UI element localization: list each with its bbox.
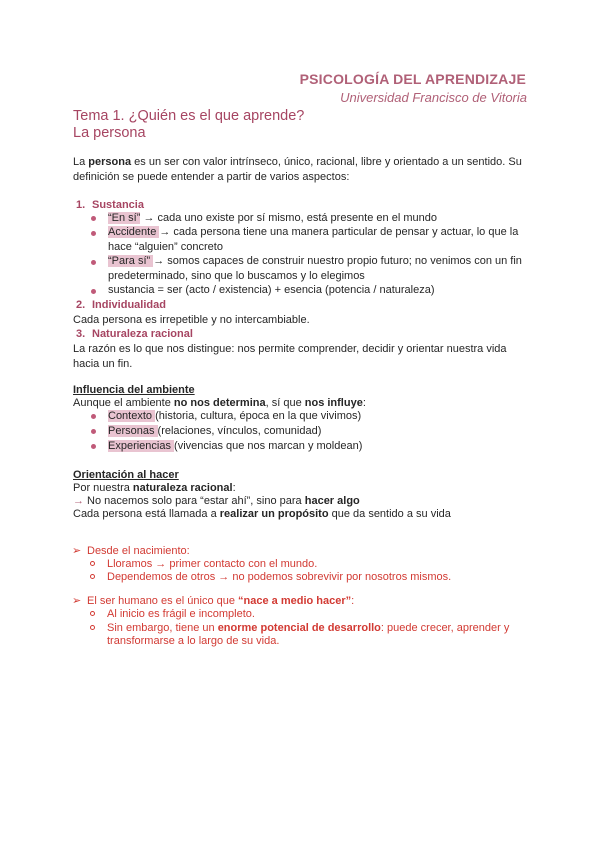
circle-bullet-icon bbox=[90, 611, 95, 616]
orientacion-line-1: Por nuestra naturaleza racional: bbox=[73, 482, 236, 494]
bullet-icon bbox=[91, 429, 96, 434]
list-item: Accidente → cada persona tiene una manera particular de pensar y actuar, lo que la bbox=[108, 226, 519, 238]
section-title-individualidad: Individualidad bbox=[92, 299, 166, 311]
list-item: Experiencias (vivencias que nos marcan y moldean) bbox=[108, 440, 363, 452]
circle-bullet-icon bbox=[90, 625, 95, 630]
bullet-icon bbox=[91, 444, 96, 449]
topic-title: Tema 1. ¿Quién es el que aprende? bbox=[73, 108, 305, 124]
naturaleza-line-1: La razón es lo que nos distingue: nos permite comprender, decidir y orientar nuestra vida bbox=[73, 343, 507, 355]
list-item: Dependemos de otros → no podemos sobrevivir por nosotros mismos. bbox=[107, 571, 452, 583]
section-number-1: 1. bbox=[76, 199, 86, 211]
orientacion-line-2: → No nacemos solo para “estar ahí”, sino para hacer algo bbox=[73, 495, 360, 507]
list-item-continuation: hace “alguien” concreto bbox=[108, 241, 223, 253]
section-title-sustancia: Sustancia bbox=[92, 199, 144, 211]
list-item: Sin embargo, tiene un enorme potencial de desarrollo: puede crecer, aprender y bbox=[107, 622, 510, 634]
orientacion-line-3: Cada persona está llamada a realizar un propósito que da sentido a su vida bbox=[73, 508, 451, 520]
circle-bullet-icon bbox=[90, 561, 95, 566]
section-number-3: 3. bbox=[76, 328, 86, 340]
nacimiento-title: Desde el nacimiento: bbox=[87, 545, 190, 557]
list-item: Al inicio es frágil e incompleto. bbox=[107, 608, 255, 620]
arrowhead-bullet-icon: ➢ bbox=[72, 595, 82, 607]
section-number-2: 2. bbox=[76, 299, 86, 311]
influencia-heading: Influencia del ambiente bbox=[73, 384, 195, 396]
arrowhead-bullet-icon: ➢ bbox=[72, 545, 82, 557]
individualidad-text: Cada persona es irrepetible y no intercambiable. bbox=[73, 314, 310, 326]
intro-line-1: La persona es un ser con valor intrínseco, único, racional, libre y orientado a un sentido. Su bbox=[73, 156, 522, 168]
list-item: Personas (relaciones, vínculos, comunidad) bbox=[108, 425, 322, 437]
bullet-icon bbox=[91, 216, 96, 221]
list-item: sustancia = ser (acto / existencia) + esencia (potencia / naturaleza) bbox=[108, 284, 435, 296]
bullet-icon bbox=[91, 289, 96, 294]
list-item: Lloramos → primer contacto con el mundo. bbox=[107, 558, 318, 570]
medio-hacer-title: El ser humano es el único que “nace a medio hacer”: bbox=[87, 595, 355, 607]
orientacion-heading: Orientación al hacer bbox=[73, 469, 179, 481]
list-item: “En sí” → cada uno existe por sí mismo, está presente en el mundo bbox=[108, 212, 437, 224]
list-item-continuation: predeterminado, sino que lo buscamos y lo elegimos bbox=[108, 270, 365, 282]
list-item: “Para sí” → somos capaces de construir nuestro propio futuro; no venimos con un fin bbox=[108, 255, 522, 267]
bullet-icon bbox=[91, 231, 96, 236]
list-item: Contexto (historia, cultura, época en la que vivimos) bbox=[108, 410, 362, 422]
section-title-naturaleza: Naturaleza racional bbox=[92, 328, 193, 340]
naturaleza-line-2: hacia un fin. bbox=[73, 358, 133, 370]
header-subtitle: Universidad Francisco de Vitoria bbox=[340, 90, 527, 105]
bullet-icon bbox=[91, 414, 96, 419]
influencia-intro: Aunque el ambiente no nos determina, sí que nos influye: bbox=[73, 397, 366, 409]
header-title: PSICOLOGÍA DEL APRENDIZAJE bbox=[299, 71, 526, 87]
bullet-icon bbox=[91, 260, 96, 265]
circle-bullet-icon bbox=[90, 574, 95, 579]
list-item-continuation: transformarse a lo largo de su vida. bbox=[107, 635, 280, 647]
topic-subtitle: La persona bbox=[73, 125, 146, 141]
intro-line-2: definición se puede entender a partir de varios aspectos: bbox=[73, 171, 350, 183]
arrow-icon: → bbox=[73, 495, 84, 507]
